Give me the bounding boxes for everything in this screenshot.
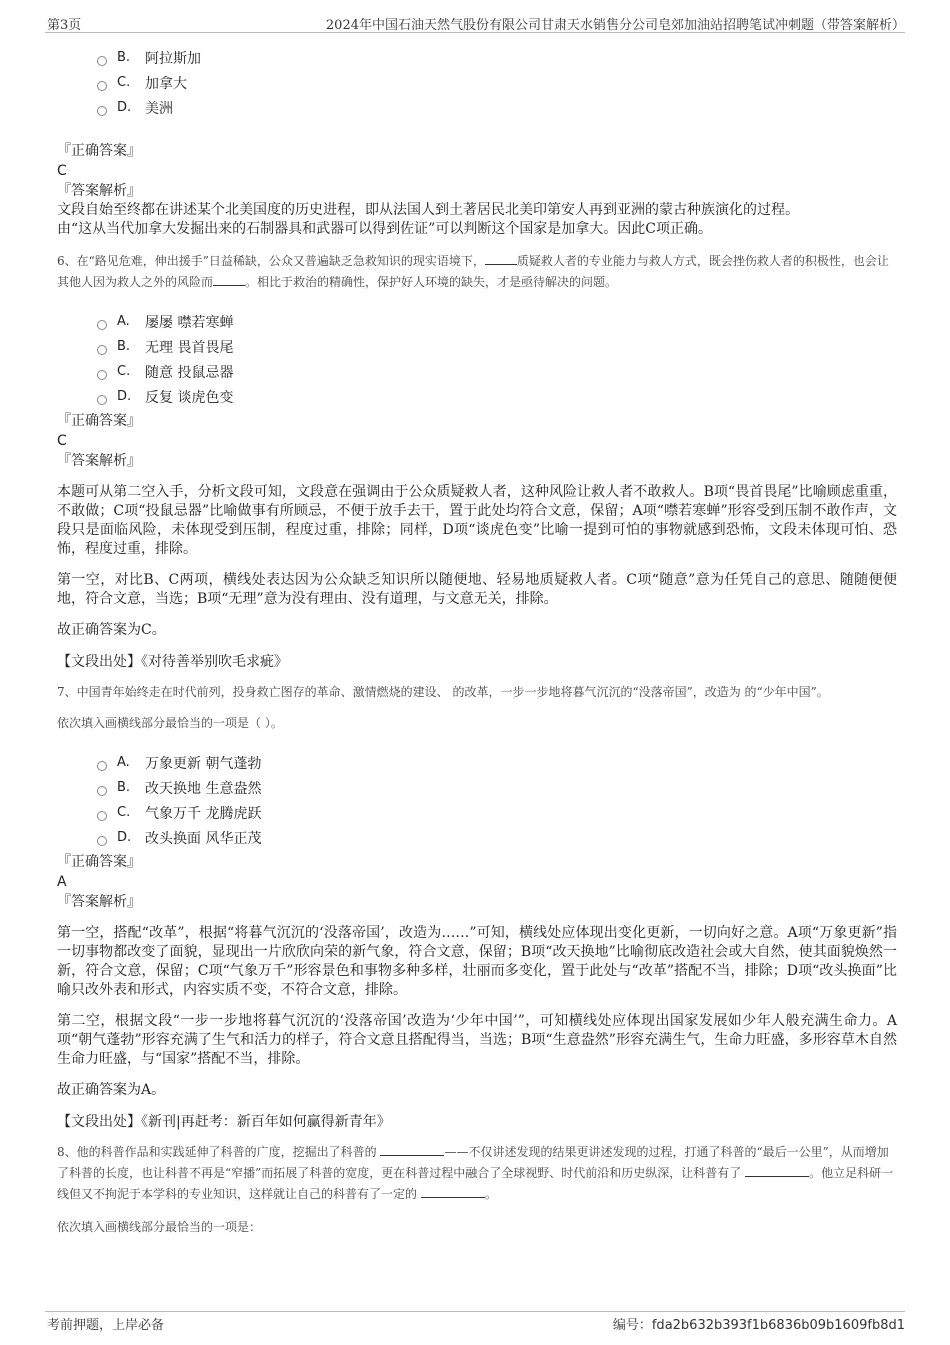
- q6-option-d[interactable]: D. 反复 谈虎色变: [97, 384, 897, 409]
- page-footer: [45, 1311, 905, 1337]
- radio-icon[interactable]: [97, 761, 107, 771]
- correct-answer-label: 『正确答案』: [57, 854, 141, 870]
- document-code: 编号：fda2b632b393f1b6836b09b1609fb8d1: [612, 1318, 905, 1333]
- blank: [745, 1164, 809, 1177]
- q7-options: [97, 750, 897, 850]
- q5-options: [97, 45, 897, 120]
- q5-option-c[interactable]: C. 加拿大: [97, 70, 897, 95]
- q6-options: [97, 309, 897, 409]
- radio-icon[interactable]: [97, 370, 107, 380]
- q5-option-d[interactable]: D. 美洲: [97, 95, 897, 120]
- radio-icon[interactable]: [97, 836, 107, 846]
- q7-conclusion: 故正确答案为A。: [57, 1082, 166, 1098]
- radio-icon[interactable]: [97, 811, 107, 821]
- q6-conclusion: 故正确答案为C。: [57, 622, 166, 638]
- q7-option-b[interactable]: B. 改天换地 生意盎然: [97, 775, 897, 800]
- blank: [485, 252, 517, 265]
- q5-answer: C: [57, 163, 67, 179]
- blank: [213, 273, 245, 286]
- q7-prompt: 依次填入画横线部分最恰当的一项是（ ）。: [57, 716, 283, 730]
- radio-icon[interactable]: [97, 395, 107, 405]
- q6-stem: 6、在“路见危难，伸出援手”日益稀缺，公众又普遍缺乏急救知识的现实语境下， 质疑救人者的专业能力与救人方式，既会挫伤救人者的积极性，也会让其他人因为救人之外的风险而 。相比于救治的精确性，保护好人环境的缺失，才是亟待解决的问题。: [57, 254, 889, 289]
- footer-slogan: 考前押题，上岸必备: [47, 1318, 165, 1333]
- q6-analysis-para: 本题可从第二空入手，分析文段可知，文段意在强调由于公众质疑救人者，这种风险让救人者不敢救人。B项“畏首畏尾”比喻顾虑重重，不敢做；C项“投鼠忌器”比喻做事有所顾忌，不便于放手去干，置于此处均符合文意，保留；A项“噤若寒蝉”形容受到压制不敢作声，文段只是面临风险，未体现受到压制，程度过重，排除；同样，D项“谈虎色变”比喻一提到可怕的事物就感到恐怖，文段未体现可怕、恐怖，程度过重，排除。: [57, 484, 897, 557]
- analysis-label: 『答案解析』: [57, 894, 141, 910]
- q7-analysis-para: 第一空，搭配“改革”，根据“将暮气沉沉的‘没落帝国’，改造为……”可知，横线处应体现出变化更新，一切向好之意。A项“万象更新”指一切事物都改变了面貌，显现出一片欣欣向荣的新气象，符合文意，保留；B项“改天换地”比喻彻底改造社会或大自然，使其面貌焕然一新，符合文意，保留；C项“气象万千”形容景色和事物多种多样，壮丽而多变化，置于此处与“改革”搭配不当，排除；D项“改头换面”比喻只改外表和形式，内容实质不变，不符合文意，排除。: [57, 925, 897, 998]
- q7-option-d[interactable]: D. 改头换面 风华正茂: [97, 825, 897, 850]
- q7-option-c[interactable]: C. 气象万千 龙腾虎跃: [97, 800, 897, 825]
- q7-option-a[interactable]: A. 万象更新 朝气蓬勃: [97, 750, 897, 775]
- radio-icon[interactable]: [97, 56, 107, 66]
- radio-icon[interactable]: [97, 345, 107, 355]
- q5-analysis-line: 由“这从当代加拿大发掘出来的石制器具和武器可以得到佐证”可以判断这个国家是加拿大。因此C项正确。: [57, 221, 713, 237]
- radio-icon[interactable]: [97, 786, 107, 796]
- blank: [421, 1185, 485, 1198]
- correct-answer-label: 『正确答案』: [57, 413, 141, 429]
- page-content: [57, 45, 897, 1238]
- page-header: [45, 12, 905, 33]
- q6-option-a[interactable]: A. 屡屡 噤若寒蝉: [97, 309, 897, 334]
- q8-stem: 8、他的科普作品和实践延伸了科普的广度，挖掘出了科普的 ——不仅讲述发现的结果更讲述发现的过程，打通了科普的“最后一公里”，从而增加了科普的长度，也让科普不再是“窄播”而拓展了科普的宽度，更在科普过程中融合了全球视野、时代前沿和历史纵深，让科普有了 。他立足科研一线但又不拘泥于本学科的专业知识，这样就让自己的科普有了一定的 。: [57, 1145, 894, 1201]
- q7-analysis-para: 第二空，根据文段“一步一步地将暮气沉沉的‘没落帝国’改造为‘少年中国’”，可知横线处应体现出国家发展如少年人般充满生命力。A项“朝气蓬勃”形容充满了生气和活力的样子，符合文意且搭配得当，当选；B项“生意盎然”形容充满生气，生命力旺盛，多形容草木自然生命力旺盛，与“国家”搭配不当，排除。: [57, 1013, 897, 1067]
- q6-option-b[interactable]: B. 无理 畏首畏尾: [97, 334, 897, 359]
- analysis-label: 『答案解析』: [57, 453, 141, 469]
- q6-answer: C: [57, 433, 67, 449]
- radio-icon[interactable]: [97, 81, 107, 91]
- q6-analysis-para: 第一空，对比B、C两项，横线处表达因为公众缺乏知识所以随便地、轻易地质疑救人者。C项“随意”意为任凭自己的意思、随随便便地，符合文意，当选；B项“无理”意为没有理由、没有道理，与文意无关，排除。: [57, 572, 897, 607]
- q7-answer: A: [57, 874, 67, 890]
- q6-source: 【文段出处】《对待善举别吹毛求疵》: [57, 654, 288, 670]
- q7-source: 【文段出处】《新刊|再赶考：新百年如何赢得新青年》: [57, 1114, 391, 1130]
- q8-prompt: 依次填入画横线部分最恰当的一项是：: [57, 1220, 262, 1234]
- radio-icon[interactable]: [97, 106, 107, 116]
- q7-stem: 7、中国青年始终走在时代前列，投身救亡图存的革命、激情燃烧的建设、 的改革，一步一步地将暮气沉沉的“没落帝国”，改造为 的“少年中国”。: [57, 685, 829, 699]
- analysis-label: 『答案解析』: [57, 183, 141, 199]
- q5-option-b[interactable]: B. 阿拉斯加: [97, 45, 897, 70]
- page-number: 第3页: [47, 18, 82, 33]
- blank: [380, 1143, 444, 1156]
- q6-option-c[interactable]: C. 随意 投鼠忌器: [97, 359, 897, 384]
- radio-icon[interactable]: [97, 320, 107, 330]
- correct-answer-label: 『正确答案』: [57, 143, 141, 159]
- q5-analysis-line: 文段自始至终都在讲述某个北美国度的历史进程，即从法国人到土著居民北美印第安人再到亚洲的蒙古种族演化的过程。: [57, 202, 799, 218]
- document-title: 2024年中国石油天然气股份有限公司甘肃天水销售分公司皂郊加油站招聘笔试冲刺题（带答案解析）: [325, 18, 905, 33]
